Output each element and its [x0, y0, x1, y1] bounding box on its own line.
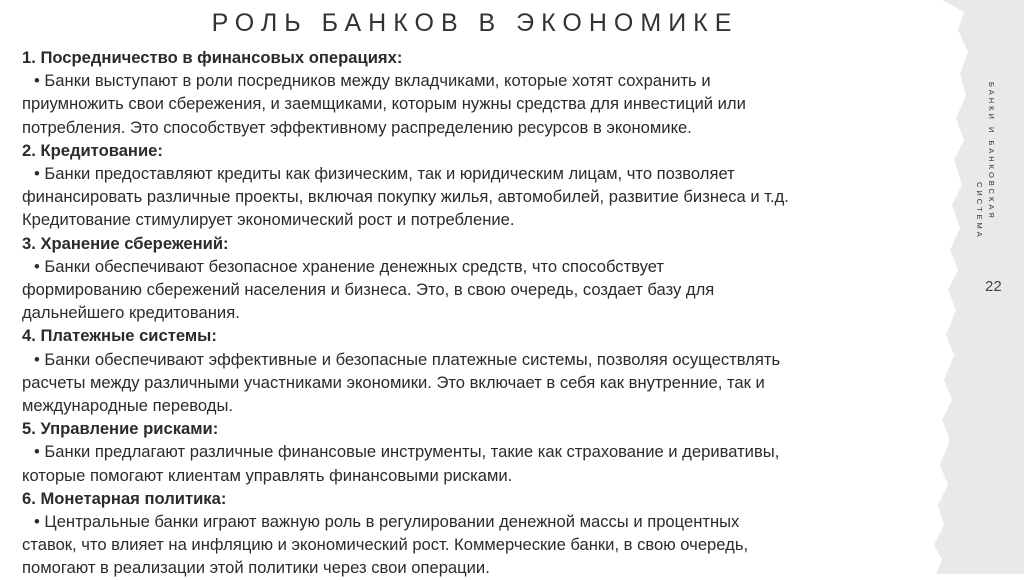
section-heading: 4. Платежные системы: — [22, 326, 217, 346]
page-number: 22 — [985, 278, 1002, 295]
section-6 — [22, 487, 922, 580]
section-line: помогают в реализации этой политики через свои операции. — [22, 558, 490, 578]
section-line: • Центральные банки играют важную роль в регулировании денежной массы и процентных — [34, 512, 740, 532]
side-label-line1: БАНКИ И БАНКОВСКАЯ — [987, 82, 996, 221]
section-line: • Банки обеспечивают безопасное хранение денежных средств, что способствует — [34, 256, 665, 276]
section-line: • Банки предоставляют кредиты как физическим, так и юридическим лицам, что позволяет — [34, 164, 735, 184]
section-line: расчеты между различными участниками экономики. Это включает в себя как внутренние, так и — [22, 372, 765, 392]
side-label-line2: СИСТЕМА — [975, 182, 984, 240]
section-line: международные переводы. — [22, 396, 234, 416]
section-line: • Банки предлагают различные финансовые инструменты, такие как страхование и деривативы, — [34, 442, 780, 462]
section-2 — [22, 139, 922, 232]
content-body — [22, 46, 922, 580]
section-heading: 1. Посредничество в финансовых операциях: — [22, 48, 403, 67]
slide-title: РОЛЬ БАНКОВ В ЭКОНОМИКЕ — [211, 9, 739, 37]
section-heading: 3. Хранение сбережений: — [22, 233, 229, 253]
section-line: Кредитование стимулирует экономический рост и потребление. — [22, 210, 515, 230]
side-label — [972, 82, 1012, 262]
section-line: • Банки выступают в роли посредников между вкладчиками, которые хотят сохранить и — [34, 71, 711, 91]
section-1 — [22, 46, 922, 139]
section-line: финансировать различные проекты, включая покупку жилья, автомобилей, развитие бизнеса и т.д. — [22, 187, 789, 207]
section-4 — [22, 324, 922, 417]
section-line: формированию сбережений населения и бизнеса. Это, в свою очередь, создает базу для — [22, 280, 715, 300]
section-line: дальнейшего кредитования. — [22, 303, 240, 323]
section-5 — [22, 417, 922, 487]
section-line: которые помогают клиентам управлять финансовыми рисками. — [22, 465, 513, 485]
section-line: ставок, что влияет на инфляцию и экономический рост. Коммерческие банки, в свою очередь, — [22, 535, 749, 555]
section-heading: 6. Монетарная политика: — [22, 488, 227, 508]
section-line: приумножить свои сбережения, и заемщиками, которым нужны средства для инвестиций или — [22, 94, 746, 114]
section-line: потребления. Это способствует эффективному распределению ресурсов в экономике. — [22, 117, 692, 137]
section-heading: 5. Управление рисками: — [22, 419, 219, 439]
section-heading: 2. Кредитование: — [22, 140, 163, 160]
section-3 — [22, 232, 922, 325]
section-line: • Банки обеспечивают эффективные и безопасные платежные системы, позволяя осуществлять — [34, 349, 781, 369]
